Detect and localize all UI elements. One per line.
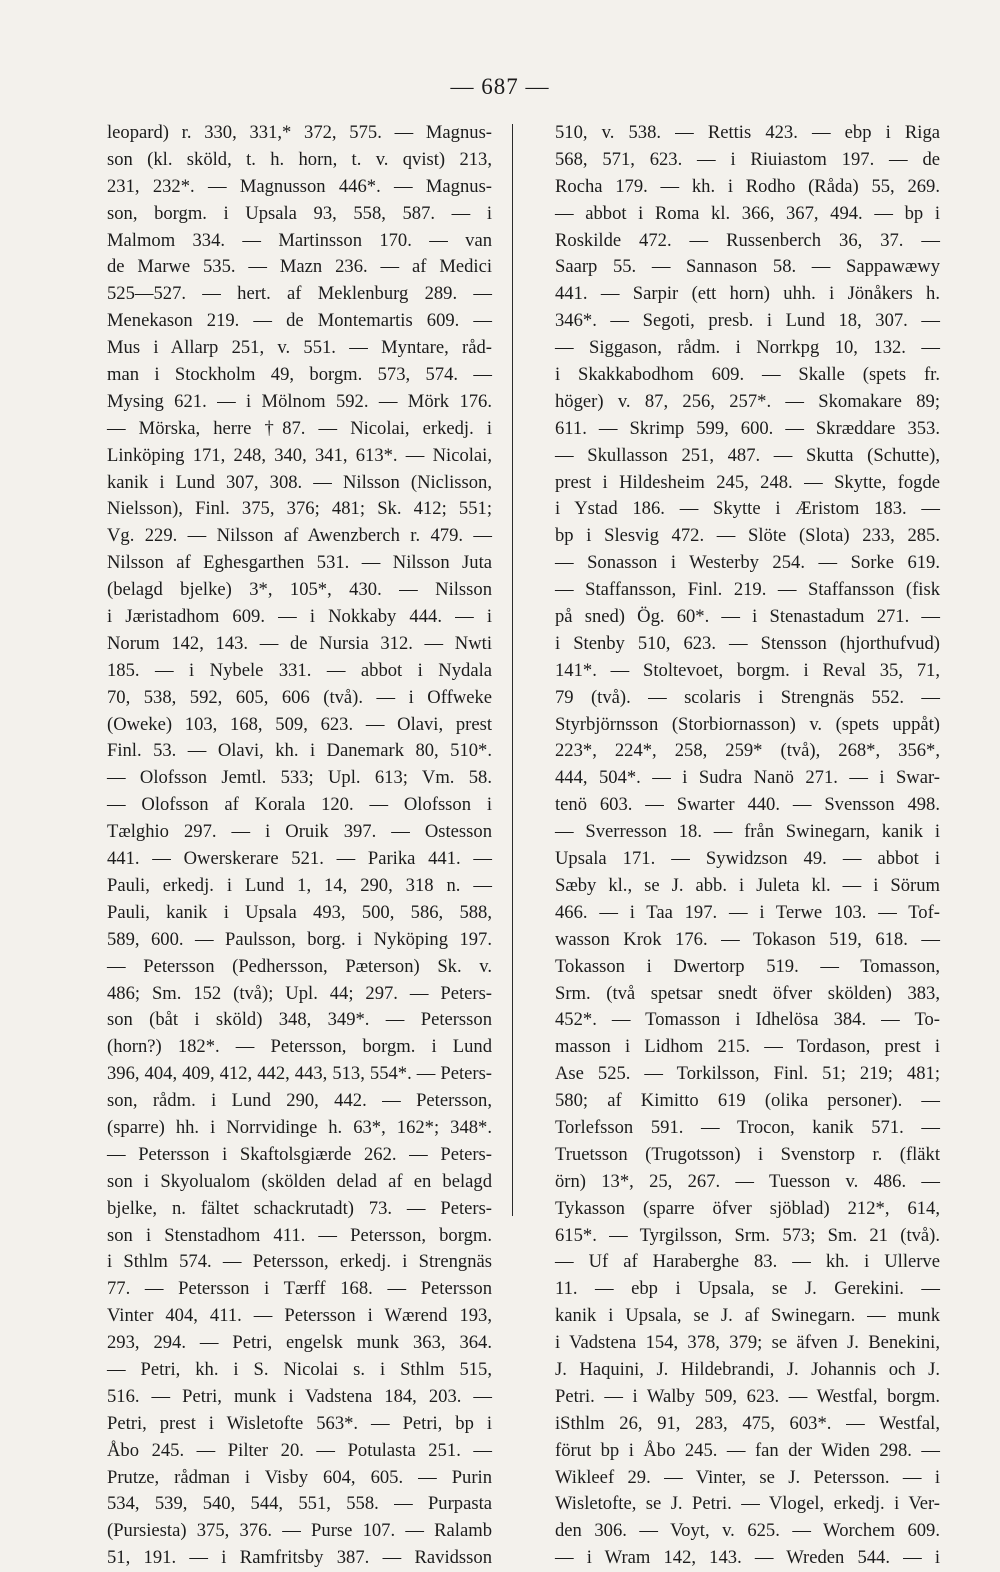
text-line: (belagd bjelke) 3*, 105*, 430. — Nilsson [107,579,492,601]
text-line: (Pursiesta) 375, 376. — Purse 107. — Ralamb [107,1520,492,1542]
text-line: Petri, prest i Wisletofte 563*. — Petri, bp i [107,1412,492,1434]
text-line: 568, 571, 623. — i Riuiastom 197. — de [555,148,940,170]
text-line: Finl. 53. — Olavi, kh. i Danemark 80, 510*. [107,740,492,762]
text-line: son (kl. sköld, t. h. horn, t. v. qvist) 213, [107,148,492,170]
text-line: Wisletofte, se J. Petri. — Vlogel, erkedj. i Ver- [555,1493,940,1515]
text-line: Vinter 404, 411. — Petersson i Wærend 193, [107,1305,492,1327]
text-line: i Ystad 186. — Skytte i Æristom 183. — [555,498,940,520]
text-line: 516. — Petri, munk i Vadstena 184, 203. — [107,1385,492,1407]
text-line: Sæby kl., se J. abb. i Juleta kl. — i Sörum [555,874,940,896]
text-line: bjelke, n. fältet schackrutadt) 73. — Peters- [107,1197,492,1219]
text-line: örn) 13*, 25, 267. — Tuesson v. 486. — [555,1170,940,1192]
text-line: på sned) Ög. 60*. — i Stenastadum 271. — [555,606,940,628]
text-line: 611. — Skrimp 599, 600. — Skræddare 353. [555,417,940,439]
text-line: de Marwe 535. — Mazn 236. — af Medici [107,256,492,278]
text-line: 444, 504*. — i Sudra Nanö 271. — i Swar- [555,767,940,789]
page-number: — 687 — [450,74,550,99]
text-line: Menekason 219. — de Montemartis 609. — [107,310,492,332]
text-line: 441. — Owerskerare 521. — Parika 441. — [107,848,492,870]
text-line: — Olofsson af Korala 120. — Olofsson i [107,794,492,816]
text-line: 589, 600. — Paulsson, borg. i Nyköping 197. [107,928,492,950]
text-line: 346*. — Segoti, presb. i Lund 18, 307. — [555,310,940,332]
text-line: 70, 538, 592, 605, 606 (två). — i Offweke [107,686,492,708]
text-line: 51, 191. — i Ramfritsby 387. — Ravidsson [107,1547,492,1569]
text-line: man i Stockholm 49, borgm. 573, 574. — [107,364,492,386]
text-line: son, borgm. i Upsala 93, 558, 587. — i [107,202,492,224]
text-line: Roskilde 472. — Russenberch 36, 37. — [555,229,940,251]
text-line: 141*. — Stoltevoet, borgm. i Reval 35, 71, [555,659,940,681]
text-line: Pauli, erkedj. i Lund 1, 14, 290, 318 n. — [107,874,492,896]
text-line: i Skakkabodhom 609. — Skalle (spets fr. [555,364,940,386]
text-line: höger) v. 87, 256, 257*. — Skomakare 89; [555,390,940,412]
text-line: bp i Slesvig 472. — Slöte (Slota) 233, 285. [555,525,940,547]
text-line: — Skullasson 251, 487. — Skutta (Schutte), [555,444,940,466]
column-divider [512,124,513,1216]
text-line: — Sverresson 18. — från Swinegarn, kanik i [555,821,940,843]
text-line: kanik i Lund 307, 308. — Nilsson (Niclisson, [107,471,492,493]
text-line: 486; Sm. 152 (två); Upl. 44; 297. — Peters- [107,982,492,1004]
text-line: — abbot i Roma kl. 366, 367, 494. — bp i [555,202,940,224]
text-line: Tælghio 297. — i Oruik 397. — Ostesson [107,821,492,843]
text-line: Saarp 55. — Sannason 58. — Sappawæwy [555,256,940,278]
text-line: 580; af Kimitto 619 (olika personer). — [555,1090,940,1112]
text-line: 185. — i Nybele 331. — abbot i Nydala [107,659,492,681]
text-line: J. Haquini, J. Hildebrandi, J. Johannis och J. [555,1358,940,1380]
text-line: 11. — ebp i Upsala, se J. Gerekini. — [555,1278,940,1300]
text-line: Åbo 245. — Pilter 20. — Potulasta 251. — [107,1439,492,1461]
text-line: — Mörska, herre †87. — Nicolai, erkedj. i [107,417,492,439]
text-line: Mus i Allarp 251, v. 551. — Myntare, råd- [107,337,492,359]
text-line: Pauli, kanik i Upsala 493, 500, 586, 588, [107,901,492,923]
text-line: Tokasson i Dwertorp 519. — Tomasson, [555,955,940,977]
text-line: Vg. 229. — Nilsson af Awenzberch r. 479. — [107,525,492,547]
right-column [555,120,940,1572]
text-line: 466. — i Taa 197. — i Terwe 103. — Tof- [555,901,940,923]
text-line: 525—527. — hert. af Meklenburg 289. — [107,283,492,305]
text-line: 77. — Petersson i Tærff 168. — Petersson [107,1278,492,1300]
text-line: i Sthlm 574. — Petersson, erkedj. i Strengnäs [107,1251,492,1273]
text-line: Linköping 171, 248, 340, 341, 613*. — Nicolai, [107,444,492,466]
text-line: 223*, 224*, 258, 259* (två), 268*, 356*, [555,740,940,762]
text-line: tenö 603. — Swarter 440. — Svensson 498. [555,794,940,816]
text-line: — Petri, kh. i S. Nicolai s. i Sthlm 515, [107,1358,492,1380]
text-line: iSthlm 26, 91, 283, 475, 603*. — Westfal, [555,1412,940,1434]
text-line: Truetsson (Trugotsson) i Svenstorp r. (fläkt [555,1143,940,1165]
text-line: — Petersson i Skaftolsgiærde 262. — Peters- [107,1143,492,1165]
text-line: son, rådm. i Lund 290, 442. — Petersson, [107,1090,492,1112]
text-line: Mysing 621. — i Mölnom 592. — Mörk 176. [107,390,492,412]
text-line: Prutze, rådman i Visby 604, 605. — Purin [107,1466,492,1488]
text-line: Nielsson), Finl. 375, 376; 481; Sk. 412; 551; [107,498,492,520]
text-line: Malmom 334. — Martinsson 170. — van [107,229,492,251]
text-line: i Vadstena 154, 378, 379; se äfven J. Benekini, [555,1332,940,1354]
text-line: wasson Krok 176. — Tokason 519, 618. — [555,928,940,950]
text-line: — Olofsson Jemtl. 533; Upl. 613; Vm. 58. [107,767,492,789]
text-line: 293, 294. — Petri, engelsk munk 363, 364. [107,1332,492,1354]
text-line: (Oweke) 103, 168, 509, 623. — Olavi, prest [107,713,492,735]
text-line: leopard) r. 330, 331,* 372, 575. — Magnus- [107,122,492,143]
text-line: son (båt i sköld) 348, 349*. — Petersson [107,1009,492,1031]
text-line: kanik i Upsala, se J. af Swinegarn. — munk [555,1305,940,1327]
text-line: förut bp i Åbo 245. — fan der Widen 298. — [555,1439,940,1461]
text-line: — i Wram 142, 143. — Wreden 544. — i [555,1547,940,1569]
text-line: i Stenby 510, 623. — Stensson (hjorthufvud) [555,632,940,654]
text-line: Upsala 171. — Sywidzson 49. — abbot i [555,848,940,870]
text-line: 396, 404, 409, 412, 442, 443, 513, 554*. — Peters- [107,1063,492,1085]
text-line: 231, 232*. — Magnusson 446*. — Magnus- [107,175,492,197]
text-line: Wikleef 29. — Vinter, se J. Petersson. — i [555,1466,940,1488]
text-line: (horn?) 182*. — Petersson, borgm. i Lund [107,1036,492,1058]
text-line: Petri. — i Walby 509, 623. — Westfal, borgm. [555,1385,940,1407]
text-line: Rocha 179. — kh. i Rodho (Råda) 55, 269. [555,175,940,197]
text-line: Nilsson af Eghesgarthen 531. — Nilsson Juta [107,552,492,574]
text-line: — Sonasson i Westerby 254. — Sorke 619. [555,552,940,574]
text-line: son i Stenstadhom 411. — Petersson, borgm. [107,1224,492,1246]
text-line: 79 (två). — scolaris i Strengnäs 552. — [555,686,940,708]
text-line: (sparre) hh. i Norrvidinge h. 63*, 162*; 348*. [107,1116,492,1138]
text-line: 510, v. 538. — Rettis 423. — ebp i Riga [555,122,940,143]
text-line: 615*. — Tyrgilsson, Srm. 573; Sm. 21 (två). [555,1224,940,1246]
text-line: prest i Hildesheim 245, 248. — Skytte, fogde [555,471,940,493]
text-line: — Petersson (Pedhersson, Pæterson) Sk. v. [107,955,492,977]
text-line: Srm. (två spetsar snedt öfver skölden) 383, [555,982,940,1004]
text-line: Styrbjörnsson (Storbiornasson) v. (spets uppåt) [555,713,940,735]
text-line: 441. — Sarpir (ett horn) uhh. i Jönåkers h. [555,283,940,305]
text-line: i Jæristadhom 609. — i Nokkaby 444. — i [107,606,492,628]
text-line: Tykasson (sparre öfver sjöblad) 212*, 614, [555,1197,940,1219]
text-line: den 306. — Voyt, v. 625. — Worchem 609. [555,1520,940,1542]
text-line: son i Skyolualom (skölden delad af en belagd [107,1170,492,1192]
text-line: — Staffansson, Finl. 219. — Staffansson (fisk [555,579,940,601]
text-line: — Uf af Haraberghe 83. — kh. i Ullerve [555,1251,940,1273]
left-column [107,120,492,1572]
text-line: 534, 539, 540, 544, 551, 558. — Purpasta [107,1493,492,1515]
text-line: 452*. — Tomasson i Idhelösa 384. — To- [555,1009,940,1031]
text-line: Ase 525. — Torkilsson, Finl. 51; 219; 481; [555,1063,940,1085]
text-line: Torlefsson 591. — Trocon, kanik 571. — [555,1116,940,1138]
text-line: Norum 142, 143. — de Nursia 312. — Nwti [107,632,492,654]
text-line: masson i Lidhom 215. — Tordason, prest i [555,1036,940,1058]
text-line: — Siggason, rådm. i Norrkpg 10, 132. — [555,337,940,359]
